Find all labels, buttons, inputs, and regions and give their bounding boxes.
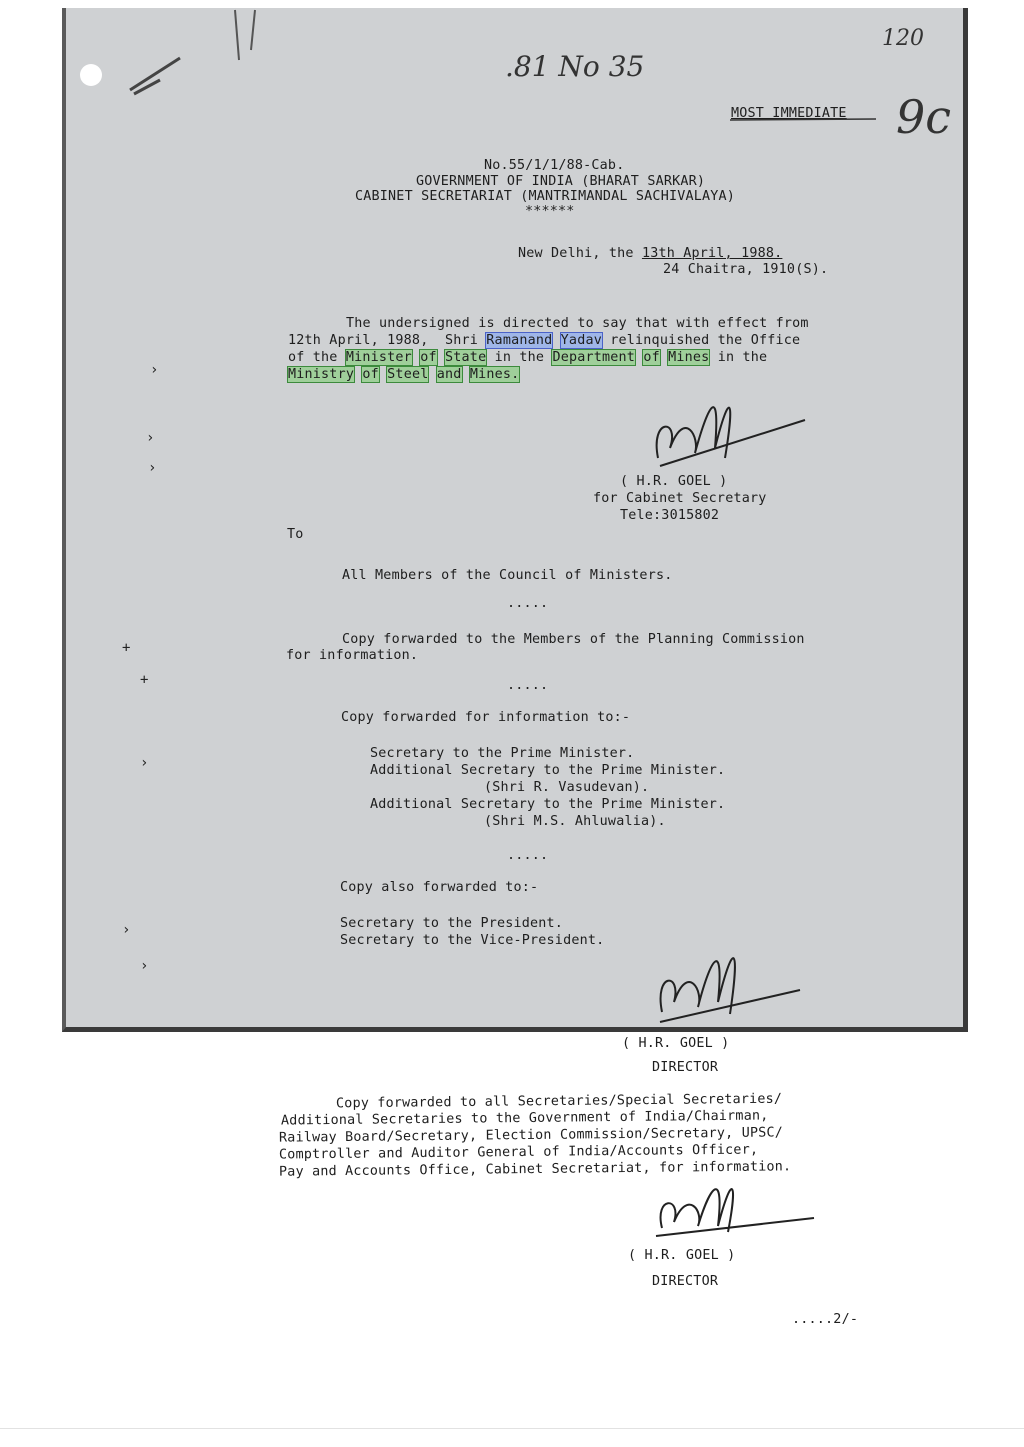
punch-hole xyxy=(80,64,102,86)
handwritten-file-note: .81 No 35 xyxy=(505,50,645,83)
handwritten-page-number: 120 xyxy=(882,26,924,51)
body-line-3: of the Minister of State in the Department of Mines in the xyxy=(288,350,768,365)
margin-tick: › xyxy=(150,362,159,378)
copy2-item: (Shri R. Vasudevan). xyxy=(484,780,650,795)
separator-dots: ..... xyxy=(507,678,549,693)
saka-date: 24 Chaitra, 1910(S). xyxy=(663,262,829,277)
copy3-item: Secretary to the Vice-President. xyxy=(340,933,605,948)
margin-tick: › xyxy=(146,430,155,446)
date-line: New Delhi, the 13th April, 1988. xyxy=(518,246,783,261)
margin-tick: + xyxy=(122,640,131,656)
copy2-item: Additional Secretary to the Prime Minister. xyxy=(370,797,726,812)
to-label: To xyxy=(287,527,304,542)
margin-tick: › xyxy=(122,922,131,938)
signatory-3-name: ( H.R. GOEL ) xyxy=(628,1248,736,1263)
margin-tick: › xyxy=(140,958,149,974)
copy2-intro: Copy forwarded for information to:- xyxy=(341,710,631,725)
government-line: GOVERNMENT OF INDIA (BHARAT SARKAR) xyxy=(416,174,706,189)
signatory-3-role: DIRECTOR xyxy=(652,1274,719,1289)
copy4-line: Copy forwarded to all Secretaries/Special Secretaries/ xyxy=(335,1091,783,1112)
copy4-line: Additional Secretaries to the Government of India/Chairman, xyxy=(280,1108,769,1129)
signature-2 xyxy=(648,922,808,1032)
signatory-2-name: ( H.R. GOEL ) xyxy=(622,1036,730,1051)
margin-tick: › xyxy=(140,755,149,771)
signatory-1-tele: Tele:3015802 xyxy=(620,508,720,523)
header-stars: ****** xyxy=(525,204,575,219)
copy2-item: Secretary to the Prime Minister. xyxy=(370,746,635,761)
highlight-name-last: Yadav xyxy=(560,333,602,348)
margin-tick: › xyxy=(148,460,157,476)
body-line-2: 12th April, 1988, Shri Ramanand Yadav relinquished the Office xyxy=(288,333,801,348)
copy1-line-2: for information. xyxy=(286,648,419,663)
continuation-marker: .....2/- xyxy=(792,1312,859,1327)
copy3-item: Secretary to the President. xyxy=(340,916,564,931)
copy4-line: Comptroller and Auditor General of India/Accounts Officer, xyxy=(278,1142,759,1163)
signatory-1-name: ( H.R. GOEL ) xyxy=(620,474,728,489)
priority-underline-stroke xyxy=(730,116,880,124)
handwritten-folio: 9c xyxy=(896,90,952,144)
margin-pencil-mark xyxy=(120,50,190,100)
signatory-2-role: DIRECTOR xyxy=(652,1060,719,1075)
copy1-line-1: Copy forwarded to the Members of the Planning Commission xyxy=(342,632,805,647)
signatory-1-role: for Cabinet Secretary xyxy=(593,491,767,506)
copy3-intro: Copy also forwarded to:- xyxy=(340,880,539,895)
signature-1 xyxy=(640,378,810,478)
margin-stroke-top xyxy=(225,10,265,65)
copy4-line: Railway Board/Secretary, Election Commission/Secretary, UPSC/ xyxy=(278,1125,784,1146)
recipients: All Members of the Council of Ministers. xyxy=(342,568,673,583)
separator-dots: ..... xyxy=(507,848,549,863)
priority-label: MOST IMMEDIATE xyxy=(731,106,847,121)
separator-dots: ..... xyxy=(507,596,549,611)
margin-tick: + xyxy=(140,672,149,688)
copy2-item: (Shri M.S. Ahluwalia). xyxy=(484,814,666,829)
copy2-item: Additional Secretary to the Prime Minister. xyxy=(370,763,726,778)
copy4-line: Pay and Accounts Office, Cabinet Secretariat, for information. xyxy=(278,1159,792,1180)
reference-number: No.55/1/1/88-Cab. xyxy=(484,158,625,173)
department-line: CABINET SECRETARIAT (MANTRIMANDAL SACHIVALAYA) xyxy=(355,189,736,204)
signature-3 xyxy=(646,1166,816,1246)
body-line-4: Ministry of Steel and Mines. xyxy=(288,367,520,382)
page-edge-line xyxy=(0,1428,1024,1429)
body-line-1: The undersigned is directed to say that with effect from xyxy=(346,316,809,331)
highlight-name-first: Ramanand xyxy=(486,333,553,348)
